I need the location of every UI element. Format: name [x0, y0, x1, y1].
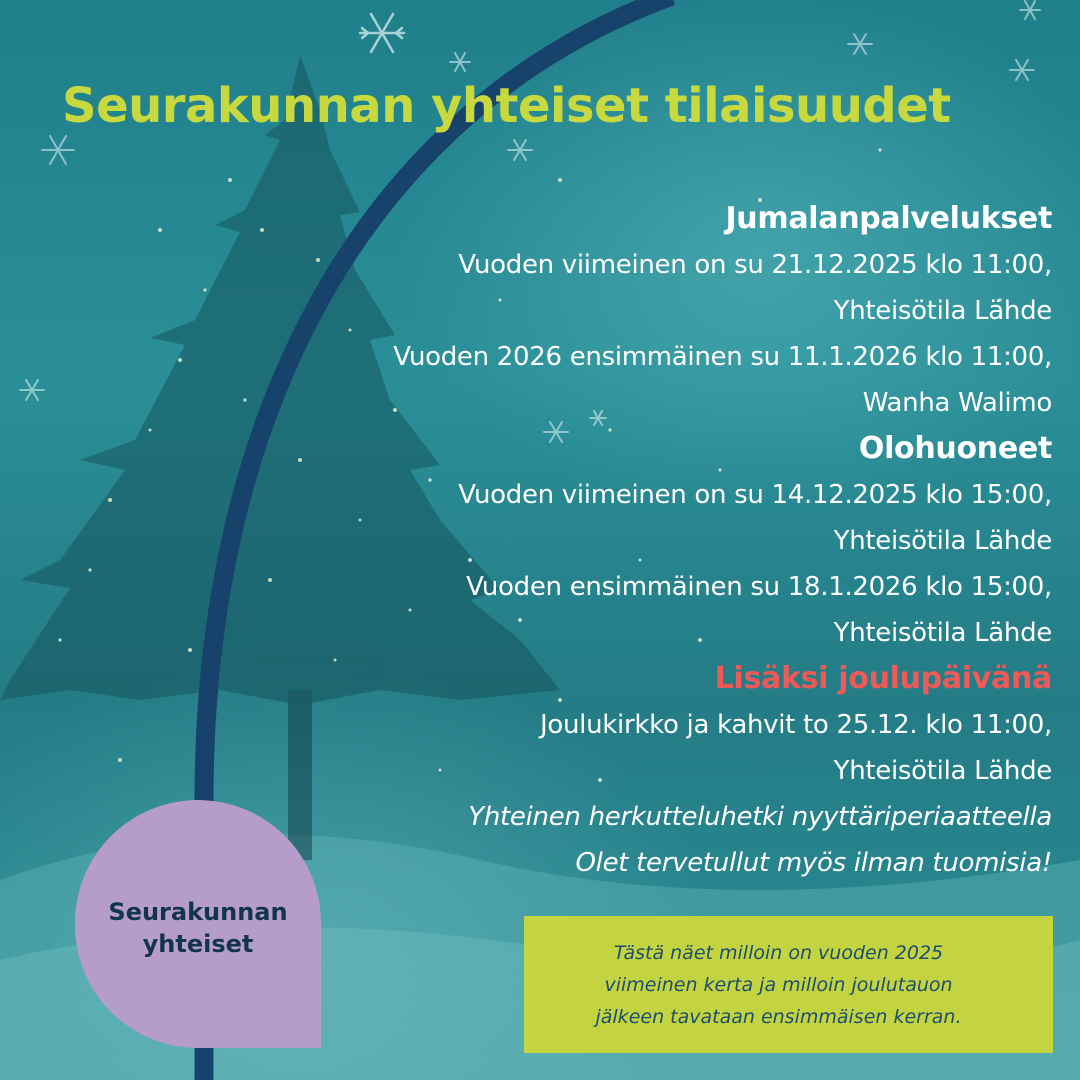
note-line-3: jälkeen tavataan ensimmäisen kerran. [595, 1005, 962, 1028]
event-location: Yhteisötila Lähde [833, 618, 1052, 648]
event-list [232, 196, 1052, 886]
info-note-box [524, 916, 1053, 1053]
page-title: Seurakunnan yhteiset tilaisuudet [62, 78, 951, 134]
event-note: Olet tervetullut myös ilman tuomisia! [575, 848, 1052, 878]
event-location: Yhteisötila Lähde [833, 526, 1052, 556]
event-line: Joulukirkko ja kahvit to 25.12. klo 11:00, [540, 710, 1052, 740]
event-line: Vuoden 2026 ensimmäinen su 11.1.2026 klo 11:00, [393, 342, 1052, 372]
event-note: Yhteinen herkutteluhetki nyyttäriperiaatteella [468, 802, 1052, 832]
note-line-2: viimeinen kerta ja milloin joulutauon [604, 973, 953, 996]
event-location: Yhteisötila Lähde [833, 296, 1052, 326]
event-location: Wanha Walimo [862, 388, 1052, 418]
section-heading-olohuoneet: Olohuoneet [858, 431, 1052, 466]
snowflake-icon [360, 14, 404, 52]
event-location: Yhteisötila Lähde [833, 756, 1052, 786]
note-line-1: Tästä näet milloin on vuoden 2025 [613, 941, 944, 964]
badge-line-1: Seurakunnan [108, 898, 288, 926]
event-line: Vuoden viimeinen on su 21.12.2025 klo 11:00, [458, 250, 1052, 280]
section-heading-joulupaiva: Lisäksi joulupäivänä [714, 661, 1052, 696]
badge-line-2: yhteiset [142, 930, 254, 958]
event-line: Vuoden ensimmäinen su 18.1.2026 klo 15:00, [466, 572, 1052, 602]
event-line: Vuoden viimeinen on su 14.12.2025 klo 15:00, [458, 480, 1052, 510]
badge-bubble [75, 800, 321, 1048]
section-heading-jumalanpalvelukset: Jumalanpalvelukset [725, 201, 1052, 236]
